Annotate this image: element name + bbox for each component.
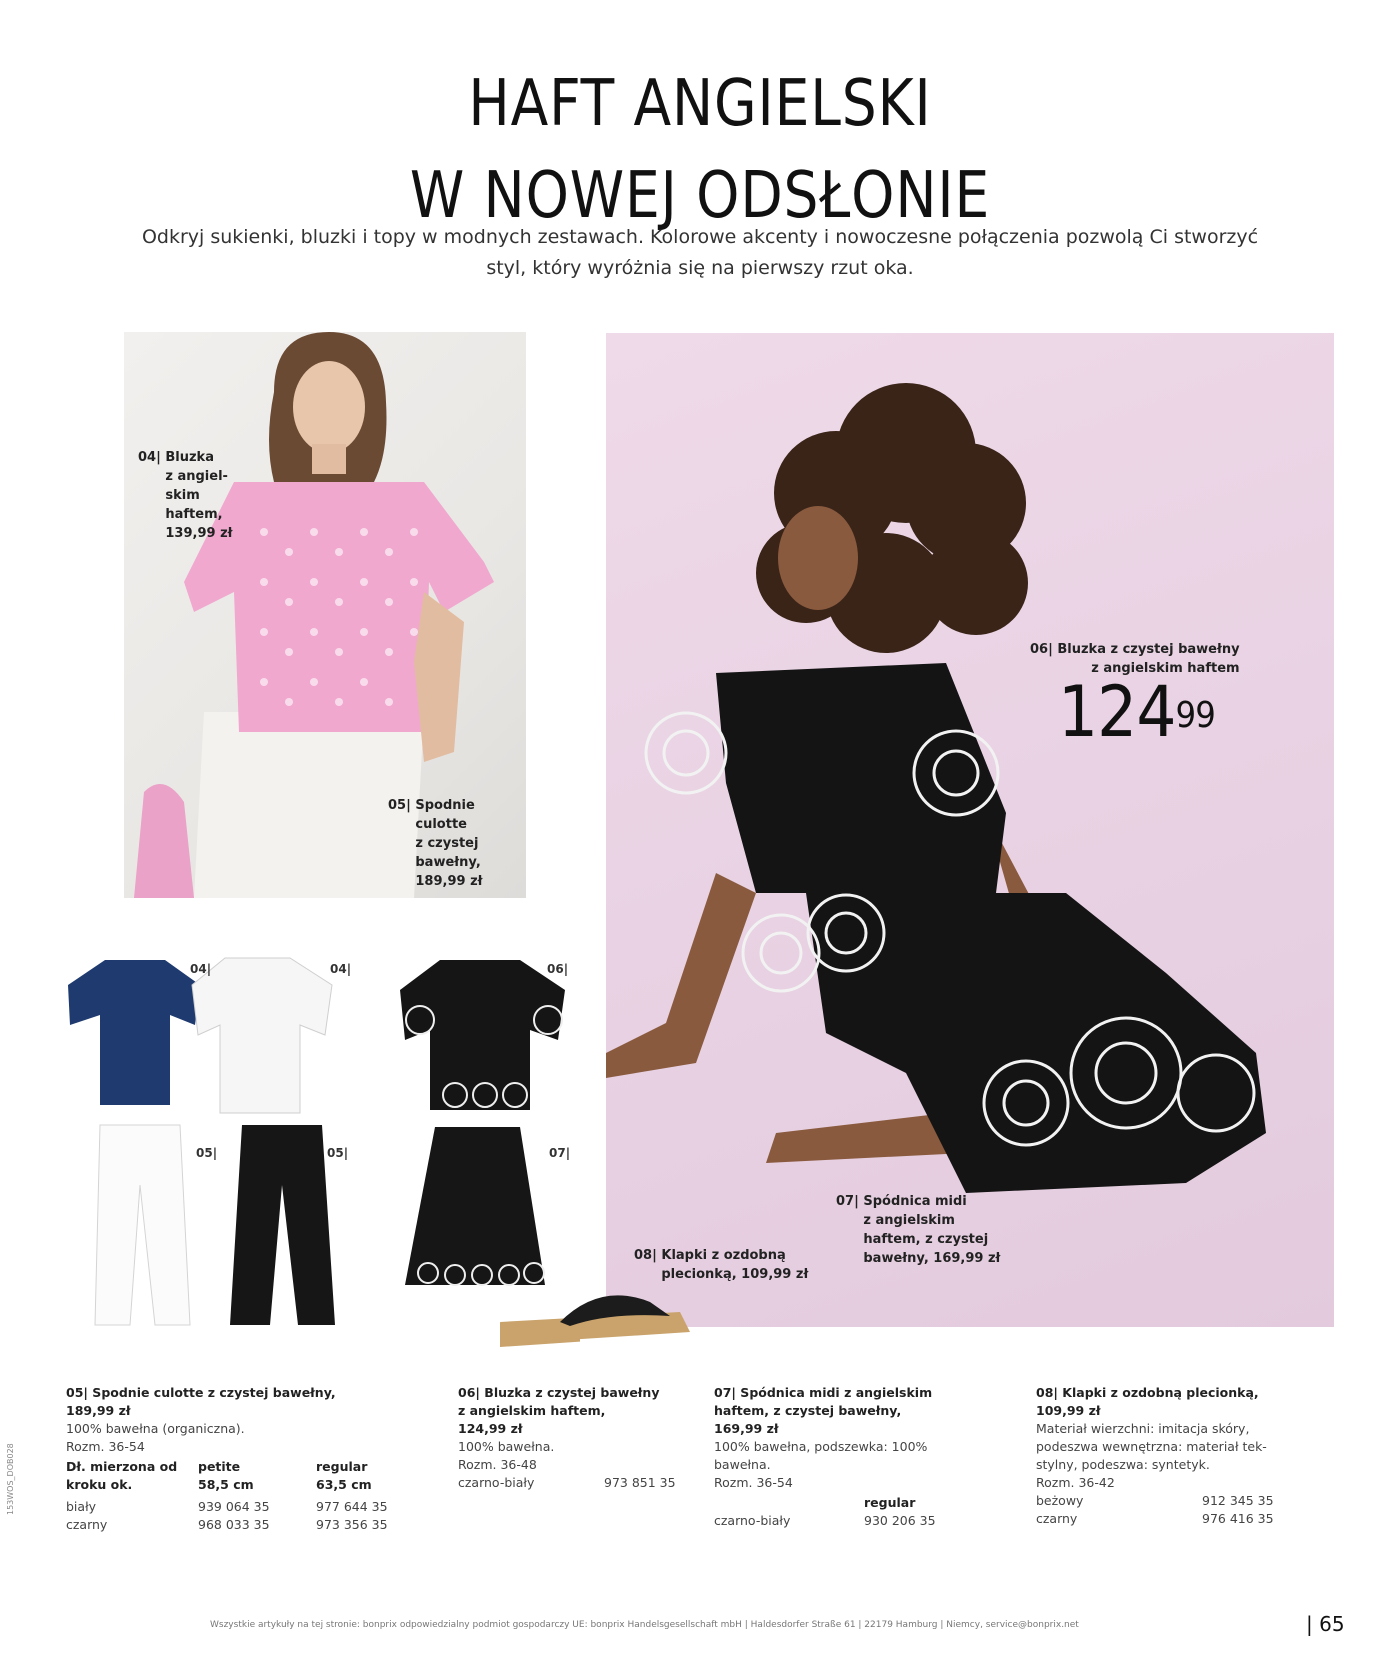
detail-06 bbox=[458, 1384, 688, 1492]
callout-06-text: Bluzka z czystej bawełny z angielskim haftem bbox=[1057, 642, 1240, 676]
detail-05-col-regular: regular 63,5 cm bbox=[316, 1459, 372, 1492]
detail-08-row-2-code: 976 416 35 bbox=[1202, 1511, 1274, 1526]
intro-text bbox=[60, 222, 1340, 284]
callout-07 bbox=[836, 1192, 1000, 1268]
navy-shirt-icon bbox=[68, 960, 200, 1105]
detail-06-row-1-code: 973 851 35 bbox=[604, 1475, 676, 1490]
callout-06-number: 06| bbox=[1030, 642, 1053, 657]
detail-08-row-2-color: czarny bbox=[1036, 1511, 1078, 1526]
intro-line-2: styl, który wyróżnia się na pierwszy rzut oka. bbox=[486, 257, 914, 279]
detail-06-row-1 bbox=[458, 1474, 688, 1492]
detail-07-row-1-color: czarno-biały bbox=[714, 1513, 791, 1528]
callout-04-number: 04| bbox=[138, 450, 161, 465]
detail-05-row-1-petite: 939 064 35 bbox=[198, 1499, 270, 1514]
side-id: 153WOS_DOB028 bbox=[6, 1443, 15, 1515]
detail-05-col-petite: petite 58,5 cm bbox=[198, 1459, 254, 1492]
photo-black-dress bbox=[606, 333, 1334, 1327]
product-tag-04a: 04| bbox=[190, 962, 212, 976]
detail-07-row-1-code: 930 206 35 bbox=[864, 1513, 936, 1528]
callout-04 bbox=[138, 448, 232, 543]
detail-08-material: Materiał wierzchni: imitacja skóry, podeszwa wewnętrzna: materiał tek- stylny, podeszwa: syntetyk. Rozm. 36-42 bbox=[1036, 1421, 1267, 1490]
detail-06-material: 100% bawełna. Rozm. 36-48 bbox=[458, 1439, 555, 1472]
detail-08-row-1-code: 912 345 35 bbox=[1202, 1493, 1274, 1508]
detail-05-row-1 bbox=[66, 1498, 426, 1516]
detail-06-row-1-color: czarno-biały bbox=[458, 1475, 535, 1490]
detail-05 bbox=[66, 1384, 426, 1534]
title-line-2: W NOWEJ ODSŁONIE bbox=[409, 159, 991, 233]
white-shirt-icon bbox=[192, 958, 332, 1113]
callout-07-text: Spódnica midi z angielskim haftem, z czystej bawełny, 169,99 zł bbox=[863, 1194, 1001, 1266]
page-title bbox=[98, 58, 1302, 242]
sandal-packshot bbox=[500, 1282, 700, 1352]
callout-08-text: Klapki z ozdobną plecionką, 109,99 zł bbox=[661, 1248, 809, 1282]
product-tag-04b: 04| bbox=[330, 962, 352, 976]
title-line-1: HAFT ANGIELSKI bbox=[468, 67, 932, 141]
detail-08-heading: 08| Klapki z ozdobną plecionką, 109,99 zł bbox=[1036, 1385, 1259, 1418]
detail-07 bbox=[714, 1384, 974, 1530]
detail-08-row-1-color: beżowy bbox=[1036, 1493, 1084, 1508]
callout-05-text: Spodnie culotte z czystej bawełny, 189,99 zł bbox=[415, 798, 483, 889]
callout-05-number: 05| bbox=[388, 798, 411, 813]
callout-08-number: 08| bbox=[634, 1248, 657, 1263]
product-tag-06: 06| bbox=[547, 962, 569, 976]
detail-07-heading: 07| Spódnica midi z angielskim haftem, z czystej bawełny, 169,99 zł bbox=[714, 1385, 933, 1436]
white-trousers-icon bbox=[95, 1125, 190, 1325]
detail-08-row-1 bbox=[1036, 1492, 1326, 1510]
callout-05 bbox=[388, 796, 482, 891]
page-number: | 65 bbox=[1306, 1612, 1345, 1636]
detail-05-heading: 05| Spodnie culotte z czystej bawełny, 189,99 zł bbox=[66, 1385, 336, 1418]
black-blouse-icon bbox=[400, 960, 565, 1110]
big-price-cents: 99 bbox=[1175, 695, 1215, 736]
intro-line-1: Odkryj sukienki, bluzki i topy w modnych zestawach. Kolorowe akcenty i nowoczesne połączenia pozwolą Ci stworzyć bbox=[141, 226, 1259, 248]
detail-05-material: 100% bawełna (organiczna). Rozm. 36-54 bbox=[66, 1421, 245, 1454]
callout-04-text: Bluzka z angiel- skim haftem, 139,99 zł bbox=[165, 450, 233, 541]
black-dress-illustration bbox=[606, 333, 1334, 1327]
detail-07-col-regular: regular bbox=[864, 1495, 916, 1510]
callout-07-number: 07| bbox=[836, 1194, 859, 1209]
black-trousers-icon bbox=[230, 1125, 335, 1325]
callout-08 bbox=[634, 1246, 808, 1284]
detail-08 bbox=[1036, 1384, 1326, 1528]
detail-05-row-1-color: biały bbox=[66, 1499, 97, 1514]
detail-05-row-2-color: czarny bbox=[66, 1517, 108, 1532]
product-tag-07: 07| bbox=[549, 1146, 571, 1160]
detail-05-row-2 bbox=[66, 1516, 426, 1534]
detail-08-row-2 bbox=[1036, 1510, 1326, 1528]
footer-legal: Wszystkie artykuły na tej stronie: bonprix odpowiedzialny podmiot gospodarczy UE: bonprix Handelsgesellschaft mbH | Haldesdorfer Straße 61 | 22179 Hamburg | Niemcy, service@bonprix.net bbox=[210, 1620, 1079, 1630]
black-skirt-icon bbox=[405, 1127, 545, 1285]
detail-05-row-2-petite: 968 033 35 bbox=[198, 1517, 270, 1532]
detail-07-row-1 bbox=[714, 1512, 974, 1530]
big-price-main: 124 bbox=[1058, 671, 1176, 753]
product-tag-05a: 05| bbox=[196, 1146, 218, 1160]
detail-06-heading: 06| Bluzka z czystej bawełny z angielskim haftem, 124,99 zł bbox=[458, 1385, 660, 1436]
detail-05-row-2-regular: 973 356 35 bbox=[316, 1517, 388, 1532]
detail-05-col-label: Dł. mierzona od kroku ok. bbox=[66, 1459, 178, 1492]
big-price bbox=[1058, 672, 1215, 752]
detail-07-material: 100% bawełna, podszewka: 100% bawełna. Rozm. 36-54 bbox=[714, 1439, 928, 1490]
product-tag-05b: 05| bbox=[327, 1146, 349, 1160]
detail-05-row-1-regular: 977 644 35 bbox=[316, 1499, 388, 1514]
